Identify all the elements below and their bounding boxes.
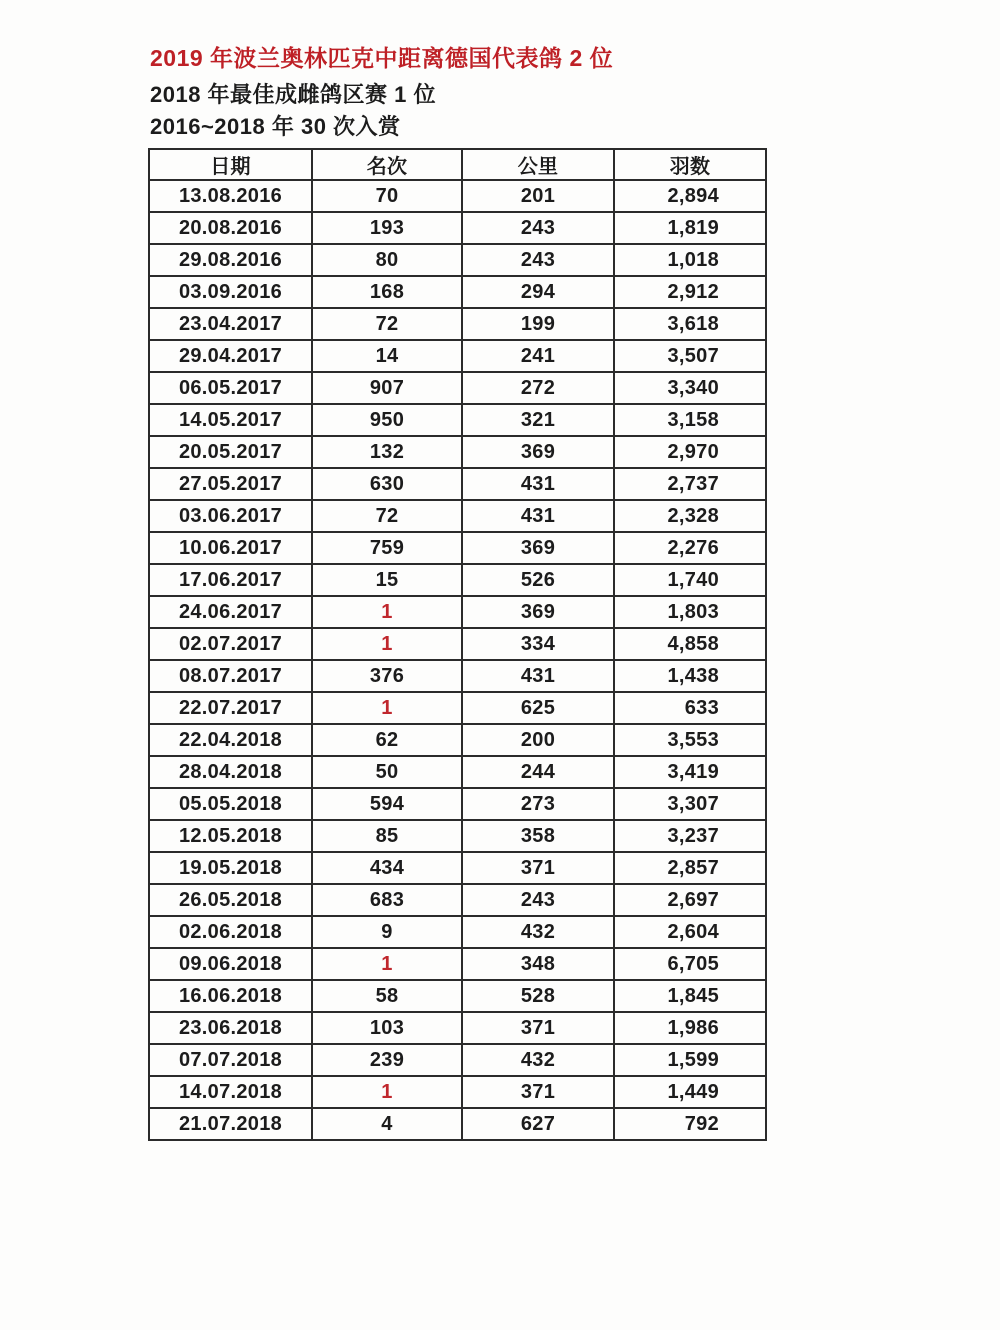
cell-rank: 630 xyxy=(312,468,462,500)
cell-date: 29.04.2017 xyxy=(149,340,312,372)
cell-rank: 103 xyxy=(312,1012,462,1044)
table-header xyxy=(149,149,766,180)
cell-rank: 132 xyxy=(312,436,462,468)
cell-birds: 3,618 xyxy=(614,308,766,340)
cell-km: 243 xyxy=(462,244,614,276)
cell-date: 22.04.2018 xyxy=(149,724,312,756)
table-row xyxy=(149,756,766,788)
cell-km: 431 xyxy=(462,468,614,500)
results-table xyxy=(148,148,767,1141)
cell-birds: 1,819 xyxy=(614,212,766,244)
cell-birds: 3,340 xyxy=(614,372,766,404)
cell-birds: 2,857 xyxy=(614,852,766,884)
cell-km: 371 xyxy=(462,1012,614,1044)
cell-birds: 3,507 xyxy=(614,340,766,372)
table-header-row xyxy=(149,149,766,180)
table-row xyxy=(149,308,766,340)
cell-rank: 759 xyxy=(312,532,462,564)
table-row xyxy=(149,852,766,884)
cell-date: 26.05.2018 xyxy=(149,884,312,916)
cell-km: 627 xyxy=(462,1108,614,1140)
cell-rank: 15 xyxy=(312,564,462,596)
cell-km: 526 xyxy=(462,564,614,596)
subtitle-prize-count: 2016~2018 年 30 次入赏 xyxy=(150,114,401,139)
cell-birds: 633 xyxy=(614,692,766,724)
table-row xyxy=(149,660,766,692)
cell-rank: 1 xyxy=(312,628,462,660)
table-row xyxy=(149,1076,766,1108)
cell-birds: 2,737 xyxy=(614,468,766,500)
table-row xyxy=(149,1108,766,1140)
cell-date: 03.09.2016 xyxy=(149,276,312,308)
cell-birds: 6,705 xyxy=(614,948,766,980)
cell-rank: 58 xyxy=(312,980,462,1012)
cell-birds: 1,438 xyxy=(614,660,766,692)
table-row xyxy=(149,436,766,468)
cell-date: 20.05.2017 xyxy=(149,436,312,468)
cell-rank: 594 xyxy=(312,788,462,820)
cell-date: 22.07.2017 xyxy=(149,692,312,724)
cell-birds: 1,740 xyxy=(614,564,766,596)
cell-km: 321 xyxy=(462,404,614,436)
table-row xyxy=(149,372,766,404)
cell-rank: 168 xyxy=(312,276,462,308)
cell-km: 199 xyxy=(462,308,614,340)
cell-rank: 376 xyxy=(312,660,462,692)
cell-rank: 1 xyxy=(312,596,462,628)
cell-km: 432 xyxy=(462,1044,614,1076)
cell-km: 528 xyxy=(462,980,614,1012)
table-row xyxy=(149,628,766,660)
cell-date: 24.06.2017 xyxy=(149,596,312,628)
cell-rank: 9 xyxy=(312,916,462,948)
cell-date: 21.07.2018 xyxy=(149,1108,312,1140)
cell-date: 09.06.2018 xyxy=(149,948,312,980)
cell-km: 371 xyxy=(462,852,614,884)
header-km: 公里 xyxy=(462,149,614,180)
cell-km: 273 xyxy=(462,788,614,820)
cell-date: 13.08.2016 xyxy=(149,180,312,212)
cell-date: 29.08.2016 xyxy=(149,244,312,276)
cell-km: 625 xyxy=(462,692,614,724)
cell-rank: 72 xyxy=(312,308,462,340)
cell-date: 16.06.2018 xyxy=(149,980,312,1012)
cell-birds: 1,449 xyxy=(614,1076,766,1108)
cell-rank: 239 xyxy=(312,1044,462,1076)
cell-birds: 792 xyxy=(614,1108,766,1140)
cell-date: 23.04.2017 xyxy=(149,308,312,340)
cell-date: 12.05.2018 xyxy=(149,820,312,852)
table-row xyxy=(149,724,766,756)
table-row xyxy=(149,244,766,276)
cell-km: 369 xyxy=(462,436,614,468)
table-row xyxy=(149,340,766,372)
cell-km: 272 xyxy=(462,372,614,404)
header-birds: 羽数 xyxy=(614,149,766,180)
cell-km: 334 xyxy=(462,628,614,660)
cell-date: 02.06.2018 xyxy=(149,916,312,948)
table-body xyxy=(149,180,766,1140)
cell-birds: 2,912 xyxy=(614,276,766,308)
cell-rank: 70 xyxy=(312,180,462,212)
cell-birds: 2,697 xyxy=(614,884,766,916)
cell-km: 241 xyxy=(462,340,614,372)
cell-date: 14.07.2018 xyxy=(149,1076,312,1108)
cell-rank: 907 xyxy=(312,372,462,404)
cell-birds: 3,237 xyxy=(614,820,766,852)
cell-km: 348 xyxy=(462,948,614,980)
cell-birds: 1,803 xyxy=(614,596,766,628)
cell-km: 431 xyxy=(462,500,614,532)
table-row xyxy=(149,404,766,436)
cell-rank: 72 xyxy=(312,500,462,532)
cell-rank: 193 xyxy=(312,212,462,244)
cell-rank: 683 xyxy=(312,884,462,916)
cell-date: 17.06.2017 xyxy=(149,564,312,596)
cell-rank: 62 xyxy=(312,724,462,756)
table-row xyxy=(149,564,766,596)
cell-birds: 2,604 xyxy=(614,916,766,948)
document-page xyxy=(148,44,768,1141)
cell-km: 431 xyxy=(462,660,614,692)
cell-km: 243 xyxy=(462,884,614,916)
cell-km: 200 xyxy=(462,724,614,756)
cell-birds: 1,845 xyxy=(614,980,766,1012)
cell-date: 19.05.2018 xyxy=(149,852,312,884)
cell-km: 369 xyxy=(462,596,614,628)
table-row xyxy=(149,1012,766,1044)
table-row xyxy=(149,948,766,980)
table-row xyxy=(149,692,766,724)
cell-rank: 950 xyxy=(312,404,462,436)
cell-birds: 2,276 xyxy=(614,532,766,564)
cell-birds: 3,158 xyxy=(614,404,766,436)
cell-date: 27.05.2017 xyxy=(149,468,312,500)
cell-date: 07.07.2018 xyxy=(149,1044,312,1076)
cell-birds: 3,419 xyxy=(614,756,766,788)
cell-rank: 4 xyxy=(312,1108,462,1140)
header-rank: 名次 xyxy=(312,149,462,180)
cell-date: 08.07.2017 xyxy=(149,660,312,692)
cell-km: 244 xyxy=(462,756,614,788)
table-row xyxy=(149,468,766,500)
cell-km: 432 xyxy=(462,916,614,948)
cell-rank: 1 xyxy=(312,948,462,980)
cell-birds: 1,018 xyxy=(614,244,766,276)
table-row xyxy=(149,788,766,820)
cell-rank: 1 xyxy=(312,692,462,724)
cell-birds: 3,307 xyxy=(614,788,766,820)
cell-birds: 1,599 xyxy=(614,1044,766,1076)
cell-rank: 1 xyxy=(312,1076,462,1108)
table-row xyxy=(149,884,766,916)
cell-rank: 434 xyxy=(312,852,462,884)
table-row xyxy=(149,180,766,212)
cell-birds: 2,894 xyxy=(614,180,766,212)
cell-birds: 2,328 xyxy=(614,500,766,532)
page-title: 2019 年波兰奥林匹克中距离德国代表鸽 2 位 xyxy=(150,45,614,71)
cell-date: 14.05.2017 xyxy=(149,404,312,436)
table-row xyxy=(149,1044,766,1076)
table-row xyxy=(149,820,766,852)
subtitle-best-hen: 2018 年最佳成雌鸽区赛 1 位 xyxy=(150,82,437,107)
cell-date: 05.05.2018 xyxy=(149,788,312,820)
cell-date: 06.05.2017 xyxy=(149,372,312,404)
cell-km: 243 xyxy=(462,212,614,244)
table-row xyxy=(149,980,766,1012)
cell-rank: 85 xyxy=(312,820,462,852)
cell-km: 358 xyxy=(462,820,614,852)
table-row xyxy=(149,596,766,628)
table-row xyxy=(149,500,766,532)
cell-km: 369 xyxy=(462,532,614,564)
cell-date: 10.06.2017 xyxy=(149,532,312,564)
cell-date: 20.08.2016 xyxy=(149,212,312,244)
table-row xyxy=(149,212,766,244)
table-row xyxy=(149,276,766,308)
cell-date: 03.06.2017 xyxy=(149,500,312,532)
cell-date: 02.07.2017 xyxy=(149,628,312,660)
cell-birds: 3,553 xyxy=(614,724,766,756)
cell-rank: 14 xyxy=(312,340,462,372)
cell-date: 23.06.2018 xyxy=(149,1012,312,1044)
cell-rank: 50 xyxy=(312,756,462,788)
cell-km: 294 xyxy=(462,276,614,308)
table-row xyxy=(149,532,766,564)
cell-rank: 80 xyxy=(312,244,462,276)
cell-km: 201 xyxy=(462,180,614,212)
cell-birds: 2,970 xyxy=(614,436,766,468)
header-date: 日期 xyxy=(149,149,312,180)
table-row xyxy=(149,916,766,948)
cell-birds: 4,858 xyxy=(614,628,766,660)
cell-km: 371 xyxy=(462,1076,614,1108)
cell-date: 28.04.2018 xyxy=(149,756,312,788)
cell-birds: 1,986 xyxy=(614,1012,766,1044)
